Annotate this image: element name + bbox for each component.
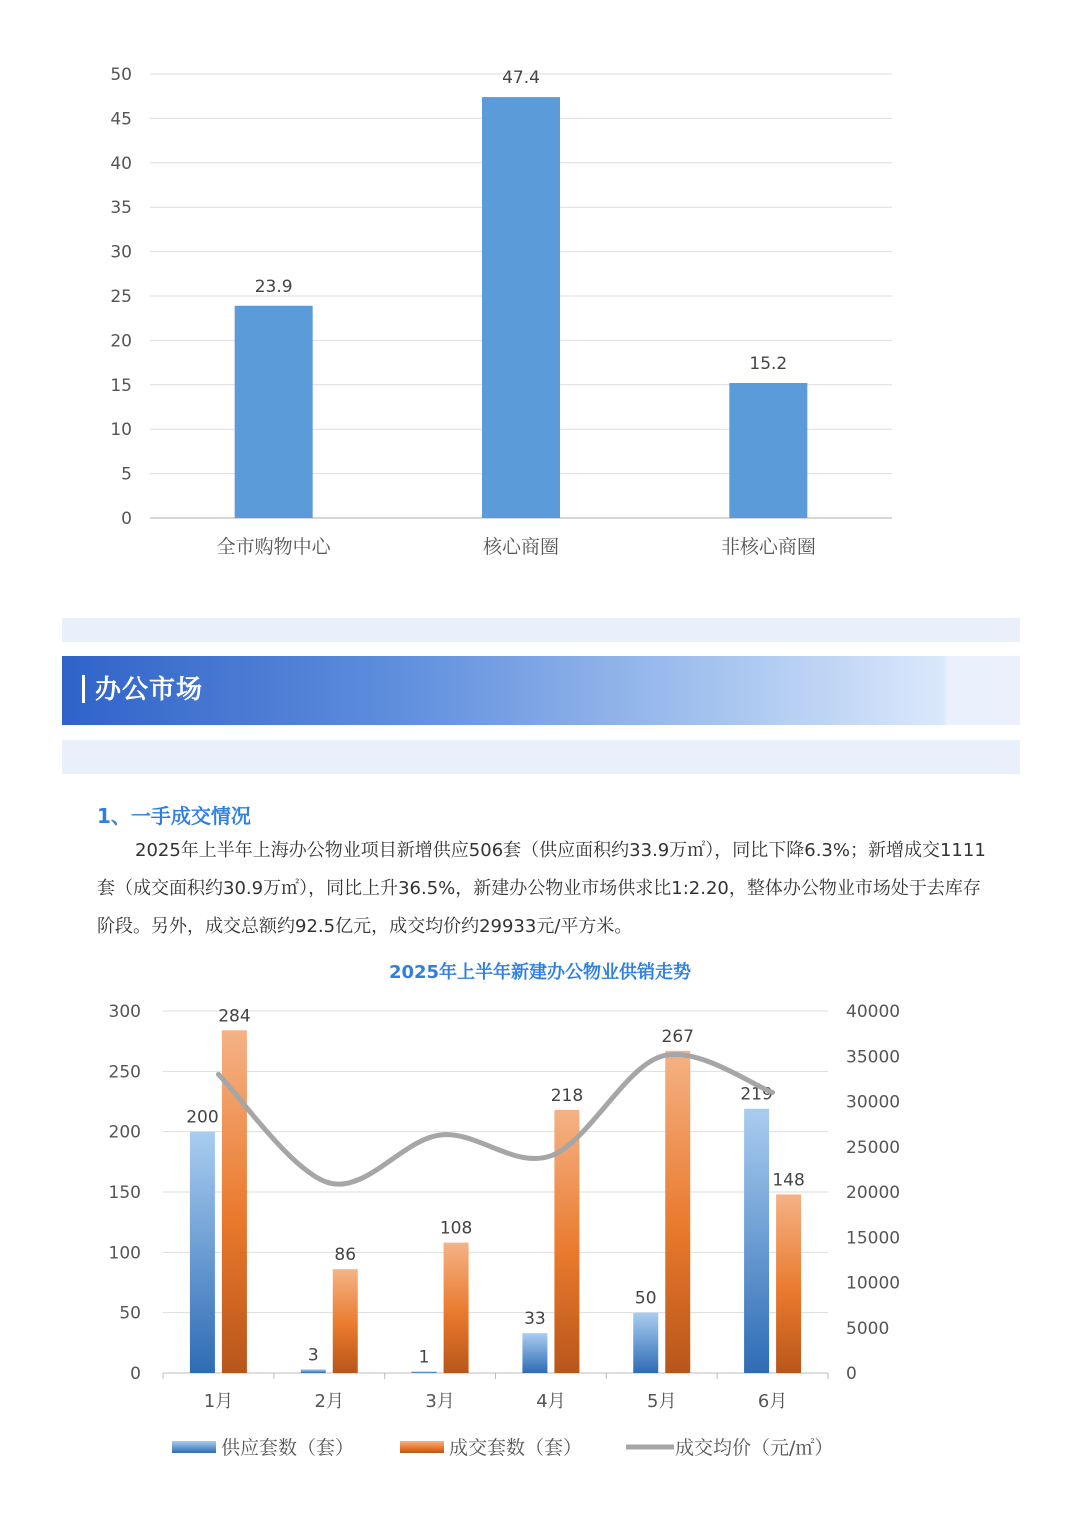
- x-tick-label: 6月: [757, 1391, 788, 1412]
- supply-bar: [633, 1313, 658, 1373]
- sales-bar: [776, 1194, 801, 1373]
- supply-data-label: 1: [418, 1347, 430, 1368]
- y-tick-label: 5: [121, 464, 132, 485]
- legend-label: 成交均价（元/㎡）: [675, 1437, 834, 1459]
- supply-data-label: 219: [740, 1084, 773, 1105]
- supply-data-label: 33: [524, 1309, 546, 1330]
- y-tick-label: 45: [110, 109, 132, 130]
- office-supply-sales-chart: [0, 950, 1080, 1480]
- y-tick-label: 35: [110, 198, 132, 219]
- y-left-tick-label: 150: [108, 1183, 141, 1203]
- y-left-tick-label: 300: [108, 1002, 141, 1022]
- supply-data-label: 200: [186, 1107, 219, 1128]
- supply-data-label: 3: [307, 1345, 319, 1366]
- legend-swatch: [400, 1441, 444, 1453]
- y-right-tick-label: 0: [846, 1364, 857, 1384]
- x-tick-label: 非核心商圈: [720, 536, 816, 558]
- legend-label: 成交套数（套）: [449, 1437, 583, 1459]
- supply-bar: [301, 1369, 326, 1373]
- x-tick-label: 核心商圈: [482, 536, 560, 558]
- sales-bar: [665, 1051, 690, 1373]
- x-tick-label: 1月: [203, 1391, 234, 1412]
- sales-data-label: 108: [439, 1218, 473, 1239]
- supply-bar: [190, 1132, 215, 1373]
- y-right-tick-label: 10000: [846, 1273, 901, 1294]
- supply-bar: [522, 1333, 547, 1373]
- y-right-tick-label: 40000: [846, 1002, 901, 1022]
- sub-heading: 1、一手成交情况: [97, 804, 251, 828]
- sales-bar: [333, 1269, 358, 1373]
- y-tick-label: 0: [121, 509, 132, 529]
- section-header: [62, 656, 1020, 725]
- sales-bar: [444, 1243, 469, 1373]
- legend-swatch: [172, 1441, 216, 1453]
- bar: [729, 383, 807, 518]
- y-right-tick-label: 30000: [846, 1092, 901, 1113]
- mall-bar-chart: [0, 40, 1080, 580]
- data-label: 15.2: [749, 354, 788, 375]
- y-right-tick-label: 5000: [846, 1318, 890, 1339]
- y-right-tick-label: 15000: [846, 1228, 901, 1249]
- data-label: 23.9: [254, 276, 293, 297]
- body-paragraph: 2025年上半年上海办公物业项目新增供应506套（供应面积约33.9万㎡），同比下降6.3%；新增成交1111套（成交面积约30.9万㎡），同比上升36.5%，新建办公物业市场供求比1:2.20，整体办公物业市场处于去库存阶段。另外，成交总额约92.5亿元，成交均价约29933元/平方米。: [97, 840, 986, 937]
- y-tick-label: 15: [110, 375, 132, 396]
- supply-bar: [412, 1372, 437, 1374]
- divider-band-bottom: [62, 740, 1020, 774]
- y-tick-label: 50: [110, 65, 132, 85]
- y-tick-label: 10: [110, 420, 132, 441]
- section-title: 办公市场: [82, 656, 203, 725]
- y-left-tick-label: 200: [108, 1122, 141, 1143]
- y-right-tick-label: 35000: [846, 1047, 901, 1068]
- x-tick-label: 4月: [536, 1391, 566, 1412]
- sales-data-label: 148: [772, 1170, 805, 1191]
- bar: [235, 306, 313, 518]
- x-tick-label: 5月: [647, 1391, 677, 1412]
- data-label: 47.4: [502, 68, 540, 89]
- divider-band-top: [62, 618, 1020, 642]
- x-tick-label: 3月: [425, 1391, 455, 1412]
- y-tick-label: 40: [110, 153, 132, 174]
- y-tick-label: 25: [110, 287, 132, 307]
- y-tick-label: 20: [110, 331, 132, 352]
- bar: [482, 97, 560, 518]
- y-left-tick-label: 50: [119, 1303, 141, 1324]
- supply-bar: [744, 1109, 769, 1373]
- x-tick-label: 2月: [314, 1391, 344, 1412]
- supply-data-label: 50: [634, 1288, 657, 1309]
- y-left-tick-label: 0: [130, 1364, 141, 1384]
- y-left-tick-label: 250: [108, 1062, 141, 1083]
- y-right-tick-label: 25000: [846, 1137, 901, 1158]
- y-right-tick-label: 20000: [846, 1183, 901, 1203]
- chart-title: 2025年上半年新建办公物业供销走势: [388, 962, 692, 983]
- x-tick-label: 全市购物中心: [216, 536, 331, 558]
- sales-data-label: 218: [550, 1085, 584, 1106]
- sales-data-label: 267: [661, 1026, 694, 1047]
- y-left-tick-label: 100: [108, 1243, 141, 1264]
- sales-data-label: 284: [218, 1006, 251, 1027]
- legend-label: 供应套数（套）: [221, 1437, 355, 1459]
- y-tick-label: 30: [110, 242, 132, 263]
- sales-data-label: 86: [334, 1245, 357, 1266]
